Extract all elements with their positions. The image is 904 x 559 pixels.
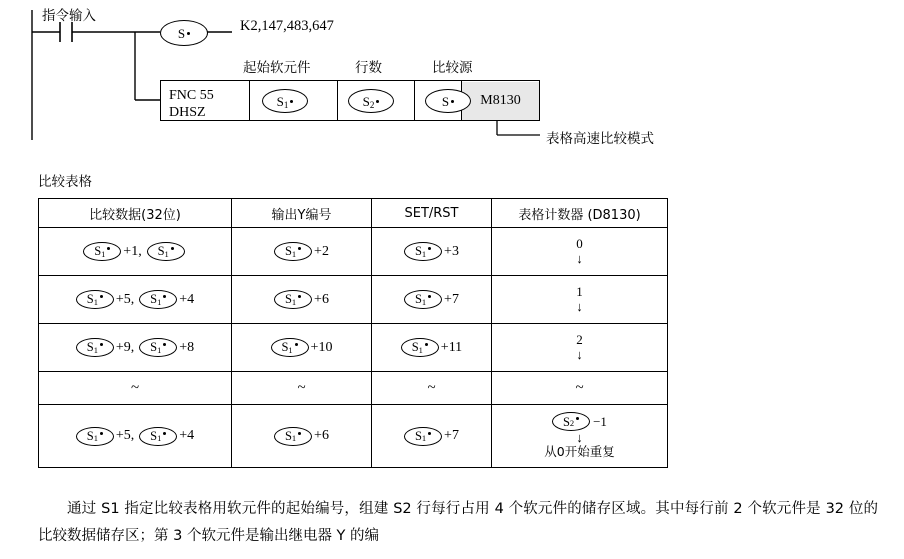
s1-oval: S $_1$ bbox=[83, 242, 121, 261]
cell-compare-data bbox=[39, 324, 232, 372]
table-header-row bbox=[39, 199, 668, 228]
cell-compare-data bbox=[39, 405, 232, 468]
row2-out: +6 bbox=[314, 291, 329, 307]
cell-compare-data bbox=[39, 228, 232, 276]
operand-oval-s1: $S_1$ bbox=[262, 89, 308, 113]
divider-3 bbox=[414, 81, 415, 120]
s1-oval: S $_1$ bbox=[404, 290, 442, 309]
cell-table-counter bbox=[492, 324, 668, 372]
s1-oval: S $_1$ bbox=[139, 427, 177, 446]
row1-out: +2 bbox=[314, 243, 329, 259]
row3-data-text-2: +8 bbox=[179, 339, 195, 355]
cell-table-counter bbox=[492, 276, 668, 324]
cell-compare-data bbox=[39, 276, 232, 324]
s1-oval: S $_1$ bbox=[76, 338, 114, 357]
row4-setrst: ~ bbox=[427, 379, 436, 396]
table-row-ellipsis bbox=[39, 372, 668, 405]
s1-oval: S $_1$ bbox=[404, 427, 442, 446]
down-arrow-icon: ↓ bbox=[576, 251, 583, 267]
instruction-line1: FNC 55 bbox=[169, 88, 214, 103]
s1-oval: S $_1$ bbox=[139, 290, 177, 309]
row4-counter-value: ~ bbox=[575, 379, 584, 396]
row3-data-text-1: +9, bbox=[115, 339, 135, 355]
s1-oval: S $_1$ bbox=[274, 242, 312, 261]
row5-data-text-2: +4 bbox=[179, 428, 195, 443]
s1-oval: S $_1$ bbox=[401, 338, 439, 357]
row3-setrst: +11 bbox=[440, 339, 463, 355]
cell-table-counter bbox=[492, 228, 668, 276]
s1-oval: S $_1$ bbox=[271, 338, 309, 357]
operand-oval-s-top-text: S bbox=[178, 27, 190, 40]
down-arrow-icon: ↓ bbox=[576, 299, 583, 315]
flag-note: 表格高速比较模式 bbox=[546, 131, 654, 147]
row4-data-text-1: ~ bbox=[130, 379, 140, 396]
instruction-text bbox=[169, 87, 214, 121]
table-row bbox=[39, 324, 668, 372]
row5-counter-suffix: −1 bbox=[593, 413, 607, 429]
down-arrow-icon: ↓ bbox=[576, 430, 583, 446]
row2-setrst: +7 bbox=[444, 291, 459, 307]
divider-1 bbox=[249, 81, 250, 120]
operand-oval-s3: S bbox=[425, 89, 471, 113]
cell-set-rst bbox=[372, 372, 492, 405]
col-table-counter: 表格计数器 (D8130) bbox=[492, 199, 668, 228]
description-paragraph: 通过 S1 指定比较表格用软元件的起始编号，组建 S2 行每行占用 4 个软元件的储存区域。其中每行前 2 个软元件是 32 位的比较数据储存区；第 3 个软元件是输出继电器 Y 的编 bbox=[38, 501, 878, 544]
row2-data-text-1: +5, bbox=[115, 291, 135, 307]
cell-set-rst bbox=[372, 324, 492, 372]
row3-counter-value: 2 bbox=[576, 332, 583, 348]
down-arrow-icon: ↓ bbox=[576, 347, 583, 363]
header-start-device: 起始软元件 bbox=[243, 60, 311, 76]
row3-out: +10 bbox=[310, 339, 333, 355]
instruction-line2: DHSZ bbox=[169, 105, 206, 120]
cell-set-rst bbox=[372, 228, 492, 276]
row5-out: +6 bbox=[314, 428, 329, 443]
cell-output-y bbox=[232, 372, 372, 405]
comparison-table bbox=[38, 198, 668, 468]
row1-setrst: +3 bbox=[444, 243, 459, 259]
row5-setrst: +7 bbox=[444, 428, 459, 443]
ladder-diagram bbox=[0, 0, 904, 170]
s1-oval: S $_1$ bbox=[76, 427, 114, 446]
row2-data-text-2: +4 bbox=[179, 291, 195, 307]
table-row bbox=[39, 276, 668, 324]
col-set-rst: SET/RST bbox=[372, 199, 492, 228]
s1-oval: S $_1$ bbox=[76, 290, 114, 309]
cell-output-y bbox=[232, 228, 372, 276]
s1-oval: S $_1$ bbox=[147, 242, 185, 261]
input-label: 指令输入 bbox=[42, 8, 96, 24]
row1-counter-value: 0 bbox=[576, 236, 583, 252]
table-title: 比较表格 bbox=[38, 174, 92, 190]
operand-oval-s-top bbox=[160, 20, 208, 46]
table-row bbox=[39, 405, 668, 468]
row1-data-text-1: +1, bbox=[123, 243, 142, 259]
comparison-table-region bbox=[38, 170, 668, 468]
cell-set-rst bbox=[372, 405, 492, 468]
row5-data-text-1: +5, bbox=[115, 428, 135, 443]
row4-out: ~ bbox=[297, 379, 306, 396]
header-rows: 行数 bbox=[355, 60, 382, 76]
row2-counter-value: 1 bbox=[576, 284, 583, 300]
table-row bbox=[39, 228, 668, 276]
col-output-y: 输出Y编号 bbox=[232, 199, 372, 228]
operand-oval-s2: $S_2$ bbox=[348, 89, 394, 113]
col-compare-data: 比较数据(32位) bbox=[39, 199, 232, 228]
cell-compare-data bbox=[39, 372, 232, 405]
flag-cell: M8130 bbox=[462, 82, 539, 120]
s2-oval: S $_2$ bbox=[552, 412, 590, 431]
cell-output-y bbox=[232, 324, 372, 372]
cell-table-counter bbox=[492, 372, 668, 405]
s1-oval: S $_1$ bbox=[404, 242, 442, 261]
divider-2 bbox=[337, 81, 338, 120]
cell-set-rst bbox=[372, 276, 492, 324]
s1-oval: S $_1$ bbox=[274, 427, 312, 446]
header-compare-source: 比较源 bbox=[432, 60, 473, 76]
s1-oval: S $_1$ bbox=[274, 290, 312, 309]
cell-table-counter bbox=[492, 405, 668, 468]
s1-oval: S $_1$ bbox=[139, 338, 177, 357]
cell-output-y bbox=[232, 405, 372, 468]
row5-counter-note: 从0开始重复 bbox=[544, 444, 615, 460]
cell-output-y bbox=[232, 276, 372, 324]
constant-label: K2,147,483,647 bbox=[240, 18, 334, 34]
